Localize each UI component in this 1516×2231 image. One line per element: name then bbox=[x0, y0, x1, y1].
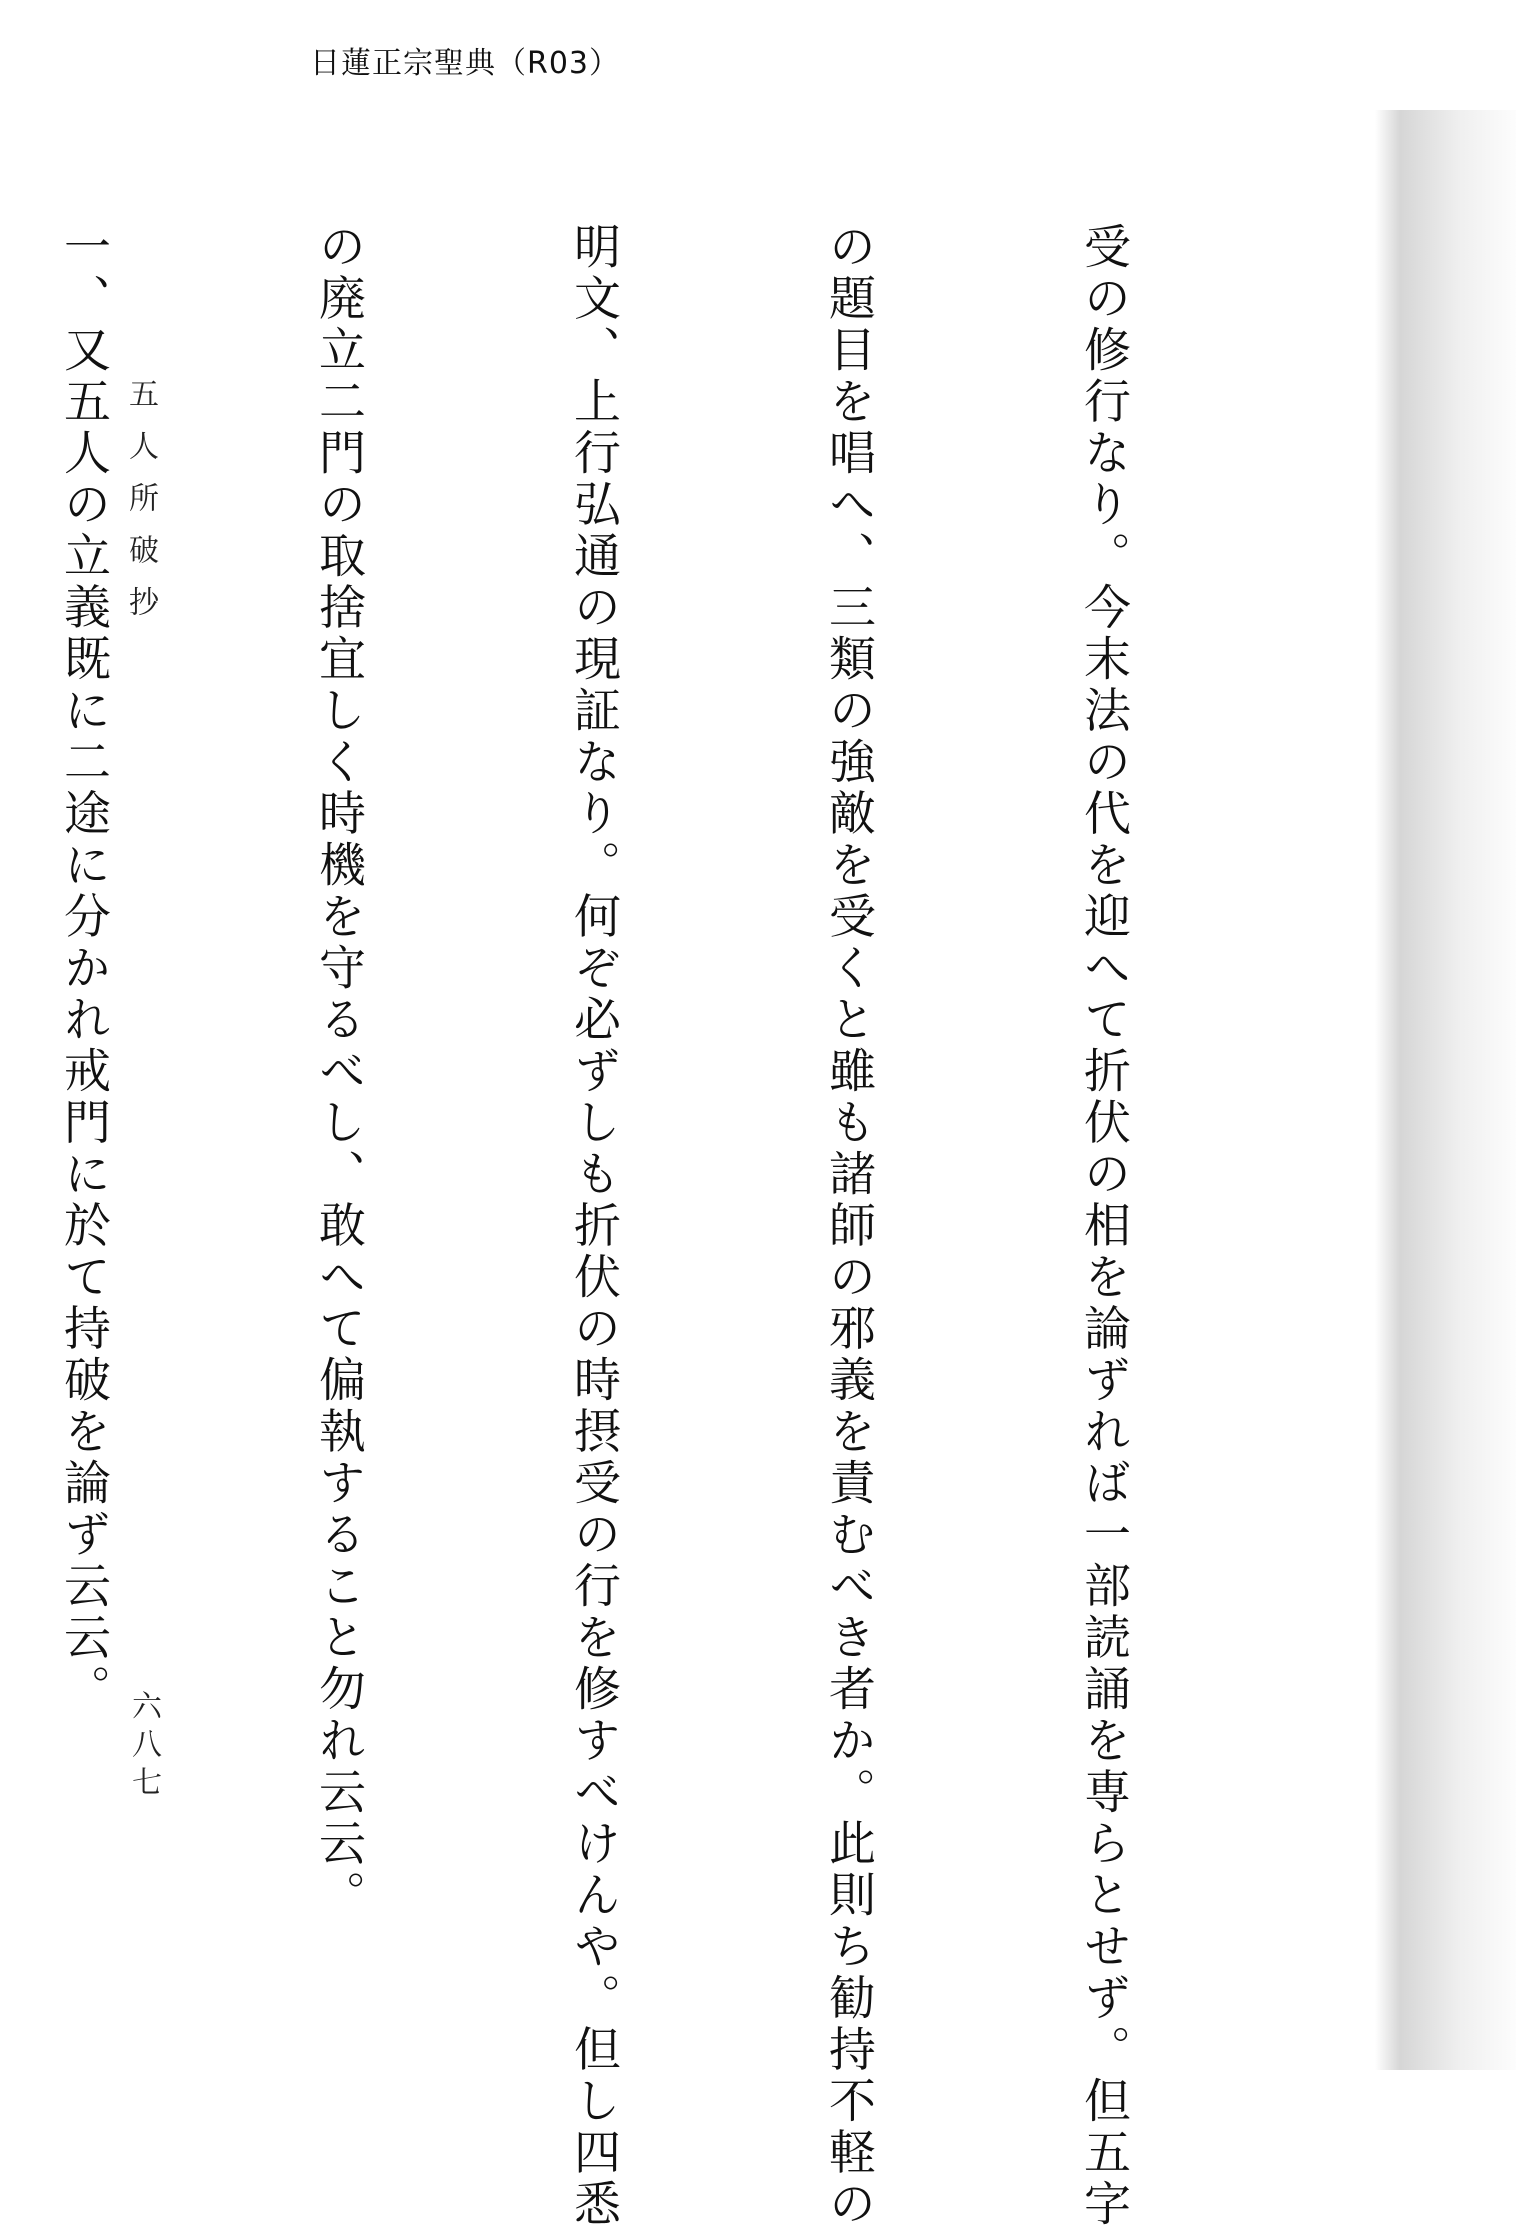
page-edge-shadow bbox=[1375, 110, 1516, 2070]
text-line: の廃立二門の取捨宜しく時機を守るべし、敢へて偏執すること勿れ云云。 bbox=[311, 222, 366, 1922]
page-number: 六八七 bbox=[126, 1690, 161, 1804]
running-title: 五人所破抄 bbox=[123, 378, 158, 638]
text-line: 一、又五人の立義既に二途に分かれ戒門に於て持破を論ず云云。 bbox=[56, 222, 111, 1716]
book-title-header: 日蓮正宗聖典（R03） bbox=[310, 46, 621, 81]
text-line: 受の修行なり。今末法の代を迎へて折伏の相を論ずれば一部読誦を専らとせず。但五字 bbox=[1076, 222, 1131, 2231]
text-line: の題目を唱へ、三類の強敵を受くと雖も諸師の邪義を責むべき者か。此則ち勧持不軽の bbox=[821, 222, 876, 2231]
text-line: 明文、上行弘通の現証なり。何ぞ必ずしも折伏の時摂受の行を修すべけんや。但し四悉 bbox=[566, 222, 621, 2231]
main-text-body bbox=[0, 222, 1316, 2231]
